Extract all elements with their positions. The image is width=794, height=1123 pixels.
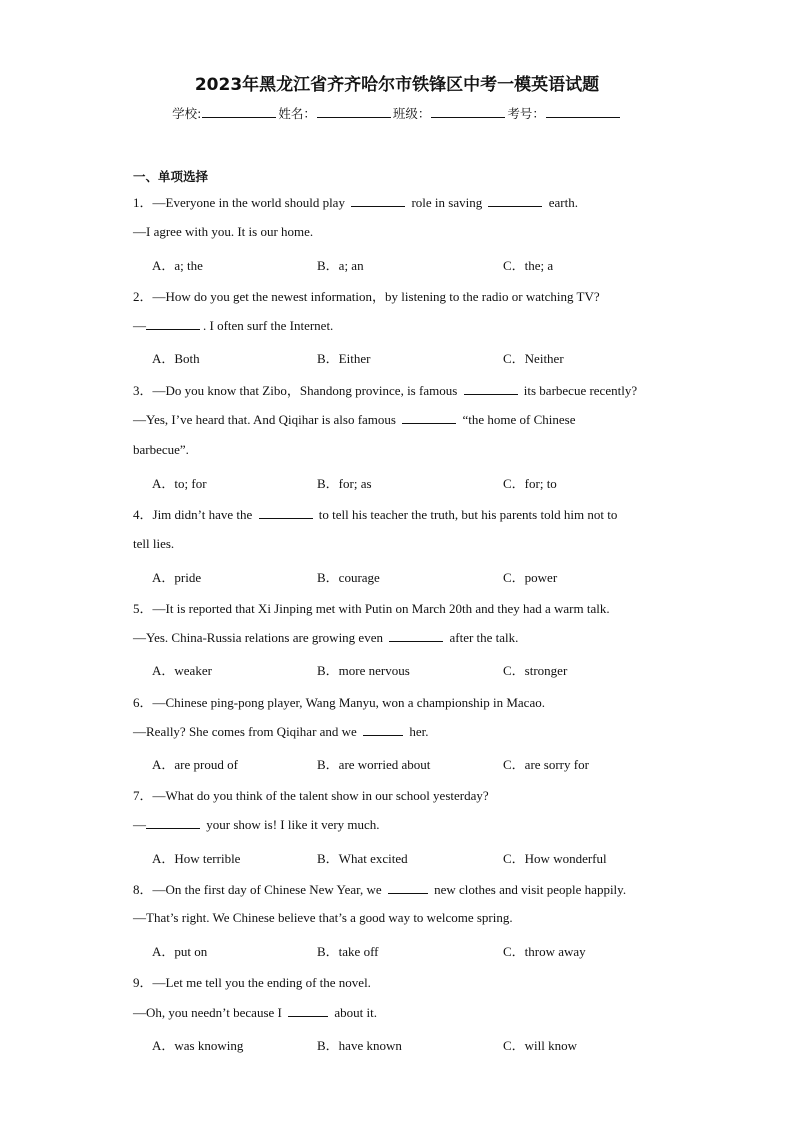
answer-blank [389, 629, 443, 642]
school-blank [202, 105, 276, 118]
option-b: B．for; as [317, 476, 372, 491]
answer-blank [146, 317, 200, 330]
option-a: A．to; for [152, 476, 207, 491]
q9-line-1 [133, 972, 371, 991]
stem-text: about it. [331, 1005, 377, 1020]
q1-line-2: —I agree with you. It is our home. [133, 224, 314, 239]
option-a: A．a; the [152, 258, 203, 273]
stem-text: after the talk. [446, 630, 519, 645]
q9-line-2 [133, 1004, 377, 1021]
answer-blank [488, 194, 542, 207]
q2-line-1 [133, 286, 600, 305]
option-b: B．take off [317, 944, 379, 959]
option-b: B．a; an [317, 258, 364, 273]
student-info-row [0, 104, 794, 122]
stem-text: new clothes and visit people happily. [430, 882, 627, 897]
answer-blank [259, 506, 313, 519]
option-a: A．How terrible [152, 851, 241, 866]
question-number: 6． [133, 695, 153, 710]
q5-line-1 [133, 598, 610, 617]
school-label: 学校: [172, 106, 202, 121]
stem-text: —Let me tell you the ending of the novel. [152, 975, 371, 990]
q3-line-3: barbecue”. [133, 442, 189, 457]
option-c: C．will know [503, 1038, 578, 1053]
stem-text: —Everyone in the world should play [152, 195, 349, 210]
stem-text: —Do you know that Zibo，Shandong province, is famous [152, 383, 461, 398]
stem-text: your show is! I like it very much. [203, 817, 380, 832]
option-c: C．How wonderful [503, 851, 607, 866]
stem-text: to tell his teacher the truth, but his parents told him not to [315, 507, 618, 522]
option-a: A．was knowing [152, 1038, 244, 1053]
answer-blank [363, 723, 403, 736]
name-label: 姓名： [278, 106, 316, 121]
option-c: C．throw away [503, 944, 586, 959]
question-number: 4． [133, 507, 153, 522]
stem-text: “the home of Chinese [459, 412, 576, 427]
option-b: B．What excited [317, 851, 408, 866]
page-title: 2023年黑龙江省齐齐哈尔市铁锋区中考一模英语试题 [194, 75, 600, 95]
q8-line-2: —That’s right. We Chinese believe that’s a good way to welcome spring. [133, 910, 513, 925]
question-number: 3． [133, 383, 153, 398]
option-c: C．for; to [503, 476, 557, 491]
answer-blank [388, 881, 428, 894]
answer-blank [288, 1004, 328, 1017]
option-a: A．are proud of [152, 757, 238, 772]
q4-line-1 [133, 504, 617, 523]
question-number: 1． [133, 195, 153, 210]
answer-blank [402, 411, 456, 424]
question-number: 7． [133, 788, 153, 803]
option-a: A．weaker [152, 663, 212, 678]
stem-text: her. [406, 724, 429, 739]
question-number: 2． [133, 289, 153, 304]
section-heading: 一、单项选择 [133, 169, 209, 184]
q1-line-1 [133, 192, 578, 211]
stem-text: earth. [545, 195, 578, 210]
q6-line-1 [133, 692, 545, 711]
option-c: C．the; a [503, 258, 554, 273]
answer-blank [146, 816, 200, 829]
answer-blank [464, 382, 518, 395]
stem-text: —How do you get the newest information，by listening to the radio or watching TV? [152, 289, 600, 304]
q3-line-2 [133, 411, 575, 428]
name-blank [317, 105, 391, 118]
option-c: C．stronger [503, 663, 568, 678]
stem-text: — [133, 318, 146, 333]
option-b: B．are worried about [317, 757, 431, 772]
option-c: C．are sorry for [503, 757, 589, 772]
q7-line-2 [133, 816, 380, 833]
number-label: 考号： [507, 106, 545, 121]
stem-text: —Yes, I’ve heard that. And Qiqihar is also famous [133, 412, 400, 427]
class-label: 班级： [392, 106, 431, 121]
stem-text: —Yes. China-Russia relations are growing even [133, 630, 387, 645]
question-number: 5． [133, 601, 153, 616]
stem-text: . I often surf the Internet. [203, 318, 334, 333]
option-a: A．put on [152, 944, 208, 959]
stem-text: —It is reported that Xi Jinping met with Putin on March 20th and they had a warm talk. [152, 601, 610, 616]
stem-text: —What do you think of the talent show in our school yesterday? [152, 788, 489, 803]
q3-line-1 [133, 380, 637, 399]
q7-line-1 [133, 785, 489, 804]
option-c: C．power [503, 570, 558, 585]
number-blank [546, 105, 620, 118]
class-blank [431, 105, 505, 118]
stem-text: — [133, 817, 146, 832]
answer-blank [351, 194, 405, 207]
stem-text: —On the first day of Chinese New Year, we [152, 882, 385, 897]
option-b: B．Either [317, 351, 371, 366]
option-b: B．more nervous [317, 663, 410, 678]
option-a: A．Both [152, 351, 200, 366]
option-a: A．pride [152, 570, 202, 585]
option-c: C．Neither [503, 351, 564, 366]
option-b: B．have known [317, 1038, 402, 1053]
question-number: 8． [133, 882, 153, 897]
q2-line-2 [133, 317, 333, 334]
q8-line-1 [133, 879, 626, 898]
q5-line-2 [133, 629, 518, 646]
stem-text: —Oh, you needn’t because I [133, 1005, 286, 1020]
stem-text: —Chinese ping-pong player, Wang Manyu, won a championship in Macao. [152, 695, 545, 710]
q6-line-2 [133, 723, 428, 740]
stem-text: role in saving [408, 195, 486, 210]
stem-text: —Really? She comes from Qiqihar and we [133, 724, 361, 739]
stem-text: Jim didn’t have the [152, 507, 256, 522]
q4-line-2: tell lies. [133, 536, 175, 551]
option-b: B．courage [317, 570, 380, 585]
stem-text: its barbecue recently? [520, 383, 638, 398]
question-number: 9． [133, 975, 153, 990]
